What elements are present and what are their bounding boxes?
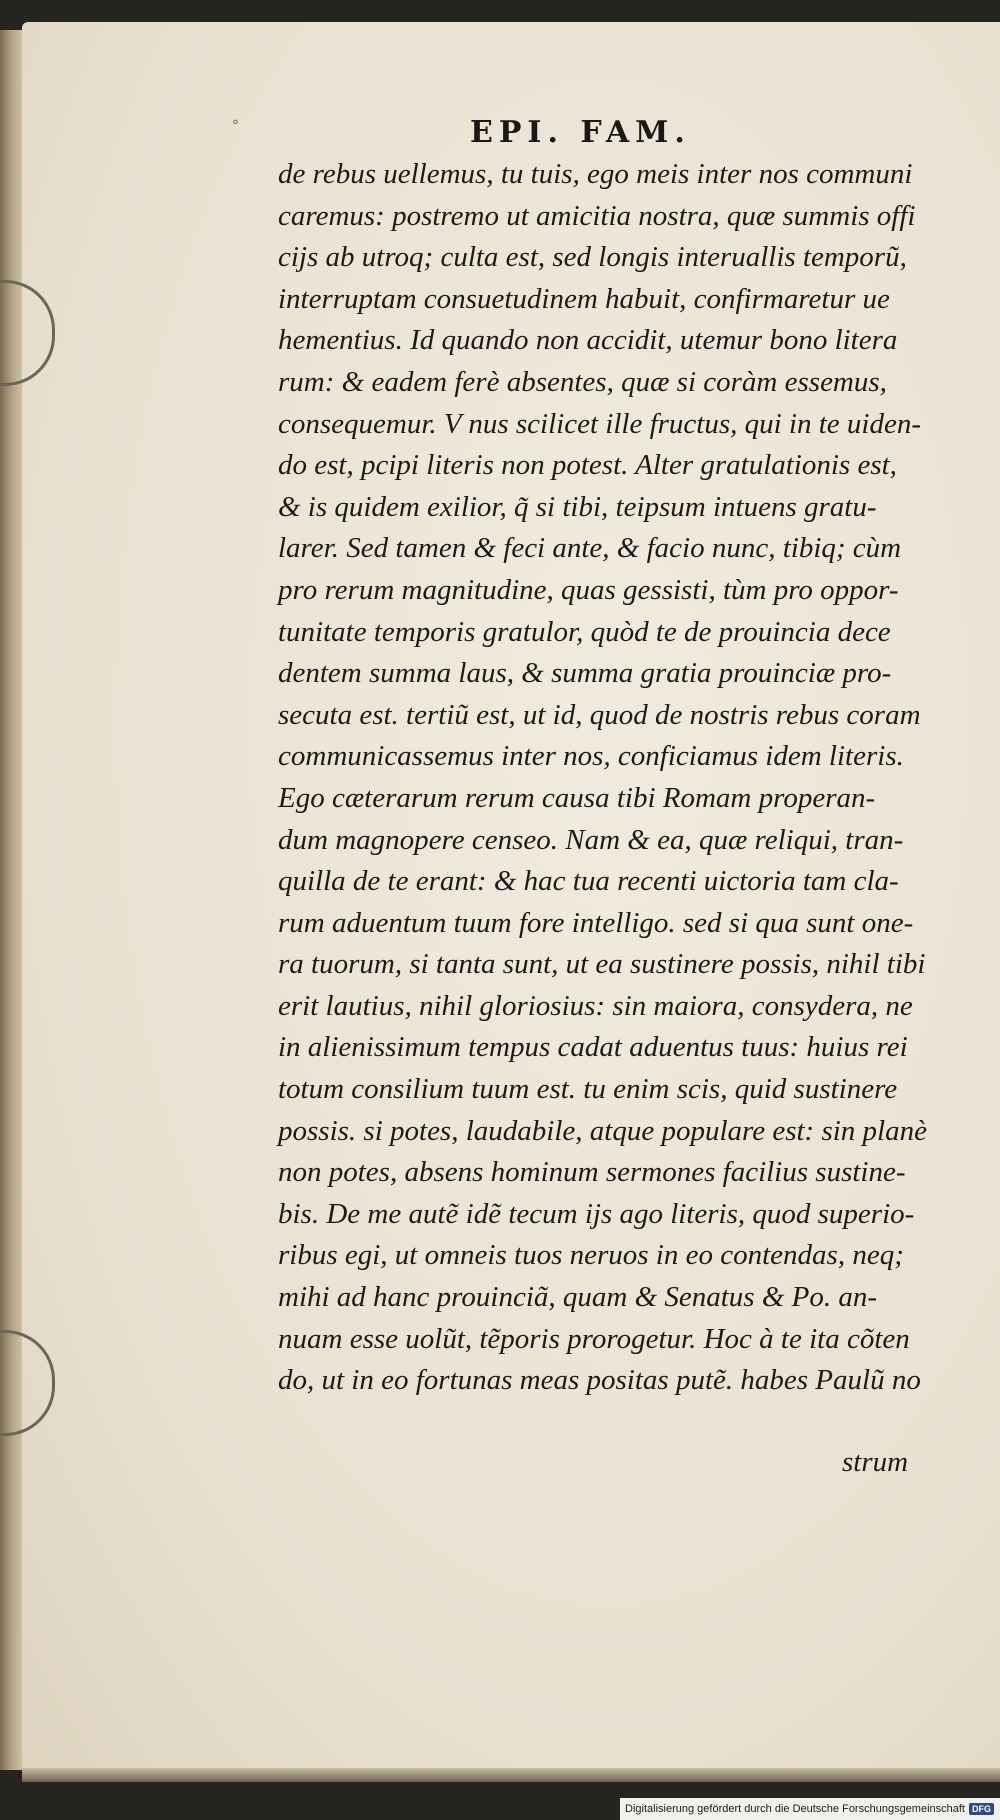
- text-line: de rebus uellemus, tu tuis, ego meis inter nos communi: [278, 158, 913, 190]
- text-line: non potes, absens hominum sermones facilius sustine-: [278, 1156, 906, 1189]
- text-line: possis. si potes, laudabile, atque populare est: sin planè: [278, 1114, 927, 1147]
- footer-credit: Digitalisierung gefördert durch die Deutsche Forschungsgemeinschaft: [625, 1803, 965, 1815]
- text-line: rum aduentum tuum fore intelligo. sed si qua sunt one-: [278, 906, 914, 939]
- text-line: totum consilium tuum est. tu enim scis, quid sustinere: [278, 1073, 898, 1106]
- page-bottom-edge: [22, 1768, 1000, 1782]
- text-line: hementius. Id quando non accidit, utemur bono litera: [278, 324, 898, 357]
- text-line: dentem summa laus, & summa gratia prouinciæ pro-: [278, 657, 892, 690]
- text-line: bis. De me autẽ idẽ tecum ijs ago literis, quod superio-: [278, 1197, 915, 1230]
- text-line: dum magnopere censeo. Nam & ea, quæ reliqui, tran-: [278, 823, 904, 856]
- text-line: in alienissimum tempus cadat aduentus tuus: huius rei: [278, 1031, 908, 1064]
- text-line: tunitate temporis gratulor, quòd te de prouincia dece: [278, 615, 891, 648]
- text-line: nuam esse uolũt, tẽporis prorogetur. Hoc à te ita cõten: [278, 1322, 910, 1355]
- text-line: Ego cæterarum rerum causa tibi Romam properan-: [278, 781, 876, 814]
- text-line: ra tuorum, si tanta sunt, ut ea sustinere possis, nihil tibi: [278, 948, 926, 981]
- text-line: erit lautius, nihil gloriosius: sin maiora, consydera, ne: [278, 989, 913, 1022]
- text-line: do est, pcipi literis non potest. Alter gratulationis est,: [278, 449, 897, 482]
- text-line: ribus egi, ut omneis tuos neruos in eo contendas, neq;: [278, 1239, 904, 1272]
- text-line: & is quidem exilior, q̃ si tibi, teipsum intuens gratu-: [278, 490, 877, 523]
- text-line: quilla de te erant: & hac tua recenti uictoria tam cla-: [278, 865, 899, 898]
- text-line: do, ut in eo fortunas meas positas putẽ. habes Paulũ no: [278, 1364, 921, 1397]
- text-line: consequemur. V nus scilicet ille fructus, qui in te uiden-: [278, 407, 921, 440]
- text-line: larer. Sed tamen & feci ante, & facio nunc, tibiq; cùm: [278, 532, 902, 565]
- dfg-logo: DFG: [969, 1803, 994, 1815]
- ink-mark: °: [232, 118, 239, 134]
- text-line: rum: & eadem ferè absentes, quæ si coràm essemus,: [278, 365, 887, 398]
- text-line: cijs ab utroq; culta est, sed longis interuallis temporũ,: [278, 241, 907, 274]
- latin-text-block: [278, 154, 968, 1402]
- text-line: pro rerum magnitudine, quas gessisti, tùm pro oppor-: [278, 573, 899, 606]
- digitization-footer: [620, 1798, 1000, 1820]
- catchword: strum: [842, 1446, 909, 1478]
- text-line: interruptam consuetudinem habuit, confirmaretur ue: [278, 282, 890, 315]
- text-line: mihi ad hanc prouinciã, quam & Senatus & Po. an-: [278, 1281, 878, 1314]
- text-line: caremus: postremo ut amicitia nostra, quæ summis offi: [278, 199, 916, 232]
- running-head: EPI. FAM.: [470, 115, 691, 150]
- text-line: secuta est. tertiũ est, ut id, quod de nostris rebus coram: [278, 698, 921, 731]
- text-line: communicassemus inter nos, conficiamus idem literis.: [278, 740, 904, 773]
